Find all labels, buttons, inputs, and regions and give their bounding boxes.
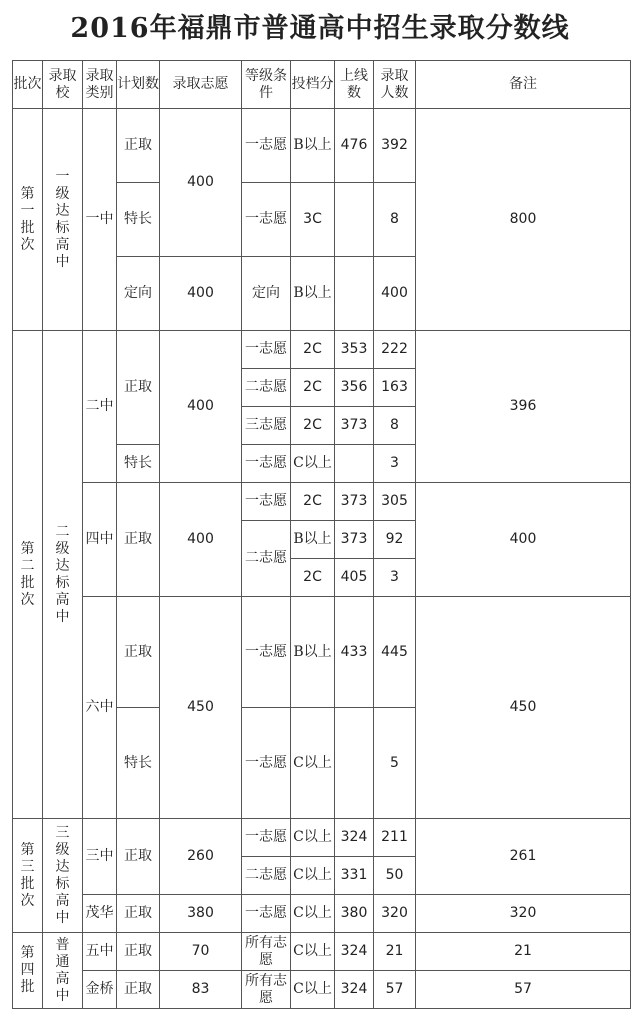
category-cell: 特长 xyxy=(117,183,160,257)
admit-cell: 57 xyxy=(416,971,631,1009)
header-cell: 上线数 xyxy=(335,61,374,109)
school-cell: 三中 xyxy=(83,819,117,895)
table-row xyxy=(13,597,631,708)
online-cell: 305 xyxy=(374,483,416,521)
category-cell: 正取 xyxy=(117,109,160,183)
condition-cell: 2C xyxy=(291,331,335,369)
admit-cell: 450 xyxy=(416,597,631,819)
score-cell: 373 xyxy=(335,407,374,445)
school-cell: 六中 xyxy=(83,597,117,819)
score-cell xyxy=(335,708,374,819)
category-cell: 正取 xyxy=(117,819,160,895)
school-cell: 一中 xyxy=(83,109,117,331)
wish-cell: 定向 xyxy=(242,257,291,331)
plan-cell: 83 xyxy=(160,971,242,1009)
batch-cell: 第二批次 xyxy=(13,331,43,819)
online-cell: 50 xyxy=(374,857,416,895)
wish-cell: 所有志愿 xyxy=(242,971,291,1009)
plan-cell: 380 xyxy=(160,895,242,933)
score-cell xyxy=(335,183,374,257)
level-cell: 普通高中 xyxy=(43,933,83,1009)
score-cell: 324 xyxy=(335,819,374,857)
online-cell: 8 xyxy=(374,183,416,257)
admit-cell: 320 xyxy=(416,895,631,933)
condition-cell: C以上 xyxy=(291,857,335,895)
score-cell: 356 xyxy=(335,369,374,407)
header-cell: 录取校 xyxy=(43,61,83,109)
online-cell: 92 xyxy=(374,521,416,559)
admit-cell: 21 xyxy=(416,933,631,971)
header-cell: 投档分 xyxy=(291,61,335,109)
admit-cell: 800 xyxy=(416,109,631,331)
wish-cell: 三志愿 xyxy=(242,407,291,445)
header-cell: 批次 xyxy=(13,61,43,109)
condition-cell: C以上 xyxy=(291,971,335,1009)
condition-cell: C以上 xyxy=(291,933,335,971)
score-cell xyxy=(335,257,374,331)
school-cell: 二中 xyxy=(83,331,117,483)
school-cell: 四中 xyxy=(83,483,117,597)
category-cell: 正取 xyxy=(117,895,160,933)
category-cell: 特长 xyxy=(117,708,160,819)
wish-cell: 二志愿 xyxy=(242,521,291,597)
school-cell: 茂华 xyxy=(83,895,117,933)
online-cell: 3 xyxy=(374,445,416,483)
category-cell: 正取 xyxy=(117,331,160,445)
header-cell: 录取志愿 xyxy=(160,61,242,109)
category-cell: 正取 xyxy=(117,483,160,597)
plan-cell: 400 xyxy=(160,257,242,331)
wish-cell: 一志愿 xyxy=(242,819,291,857)
condition-cell: B以上 xyxy=(291,257,335,331)
level-cell: 二级达标高中 xyxy=(43,331,83,819)
online-cell: 5 xyxy=(374,708,416,819)
plan-cell: 400 xyxy=(160,331,242,483)
plan-cell: 260 xyxy=(160,819,242,895)
admit-cell: 261 xyxy=(416,819,631,895)
header-row xyxy=(13,61,631,109)
online-cell: 222 xyxy=(374,331,416,369)
condition-cell: 2C xyxy=(291,559,335,597)
score-cell: 373 xyxy=(335,521,374,559)
plan-cell: 400 xyxy=(160,109,242,257)
batch-cell: 第四批 xyxy=(13,933,43,1009)
header-cell: 备注 xyxy=(416,61,631,109)
category-cell: 特长 xyxy=(117,445,160,483)
batch-cell: 第三批次 xyxy=(13,819,43,933)
condition-cell: B以上 xyxy=(291,597,335,708)
header-cell: 录取人数 xyxy=(374,61,416,109)
online-cell: 57 xyxy=(374,971,416,1009)
table-row xyxy=(13,331,631,369)
score-cell: 324 xyxy=(335,971,374,1009)
category-cell: 正取 xyxy=(117,933,160,971)
online-cell: 320 xyxy=(374,895,416,933)
score-cell: 433 xyxy=(335,597,374,708)
category-cell: 正取 xyxy=(117,971,160,1009)
wish-cell: 二志愿 xyxy=(242,857,291,895)
score-cell: 353 xyxy=(335,331,374,369)
online-cell: 3 xyxy=(374,559,416,597)
category-cell: 定向 xyxy=(117,257,160,331)
online-cell: 8 xyxy=(374,407,416,445)
wish-cell: 一志愿 xyxy=(242,445,291,483)
wish-cell: 所有志愿 xyxy=(242,933,291,971)
score-cell: 324 xyxy=(335,933,374,971)
page-title: 2016年福鼎市普通高中招生录取分数线 xyxy=(70,13,570,44)
school-cell: 五中 xyxy=(83,933,117,971)
plan-cell: 70 xyxy=(160,933,242,971)
online-cell: 392 xyxy=(374,109,416,183)
plan-cell: 400 xyxy=(160,483,242,597)
wish-cell: 一志愿 xyxy=(242,109,291,183)
condition-cell: C以上 xyxy=(291,445,335,483)
condition-cell: 2C xyxy=(291,483,335,521)
level-cell: 三级达标高中 xyxy=(43,819,83,933)
admission-score-table xyxy=(12,60,631,1009)
score-cell: 476 xyxy=(335,109,374,183)
condition-cell: 3C xyxy=(291,183,335,257)
online-cell: 21 xyxy=(374,933,416,971)
wish-cell: 一志愿 xyxy=(242,708,291,819)
score-cell xyxy=(335,445,374,483)
condition-cell: 2C xyxy=(291,369,335,407)
admit-cell: 396 xyxy=(416,331,631,483)
plan-cell: 450 xyxy=(160,597,242,819)
table-row xyxy=(13,819,631,857)
online-cell: 163 xyxy=(374,369,416,407)
wish-cell: 一志愿 xyxy=(242,183,291,257)
score-cell: 380 xyxy=(335,895,374,933)
online-cell: 400 xyxy=(374,257,416,331)
score-cell: 373 xyxy=(335,483,374,521)
wish-cell: 一志愿 xyxy=(242,483,291,521)
wish-cell: 一志愿 xyxy=(242,895,291,933)
table-row xyxy=(13,483,631,521)
condition-cell: C以上 xyxy=(291,895,335,933)
batch-cell: 第一批次 xyxy=(13,109,43,331)
score-cell: 405 xyxy=(335,559,374,597)
table-row xyxy=(13,895,631,933)
table-row xyxy=(13,109,631,183)
online-cell: 445 xyxy=(374,597,416,708)
admit-cell: 400 xyxy=(416,483,631,597)
condition-cell: C以上 xyxy=(291,708,335,819)
online-cell: 211 xyxy=(374,819,416,857)
wish-cell: 一志愿 xyxy=(242,331,291,369)
condition-cell: 2C xyxy=(291,407,335,445)
table-row xyxy=(13,971,631,1009)
level-cell: 一级达标高中 xyxy=(43,109,83,331)
condition-cell: C以上 xyxy=(291,819,335,857)
header-cell: 录取类别 xyxy=(83,61,117,109)
wish-cell: 一志愿 xyxy=(242,597,291,708)
header-cell: 等级条件 xyxy=(242,61,291,109)
condition-cell: B以上 xyxy=(291,521,335,559)
wish-cell: 二志愿 xyxy=(242,369,291,407)
condition-cell: B以上 xyxy=(291,109,335,183)
school-cell: 金桥 xyxy=(83,971,117,1009)
table-row xyxy=(13,933,631,971)
header-cell: 计划数 xyxy=(117,61,160,109)
category-cell: 正取 xyxy=(117,597,160,708)
score-cell: 331 xyxy=(335,857,374,895)
